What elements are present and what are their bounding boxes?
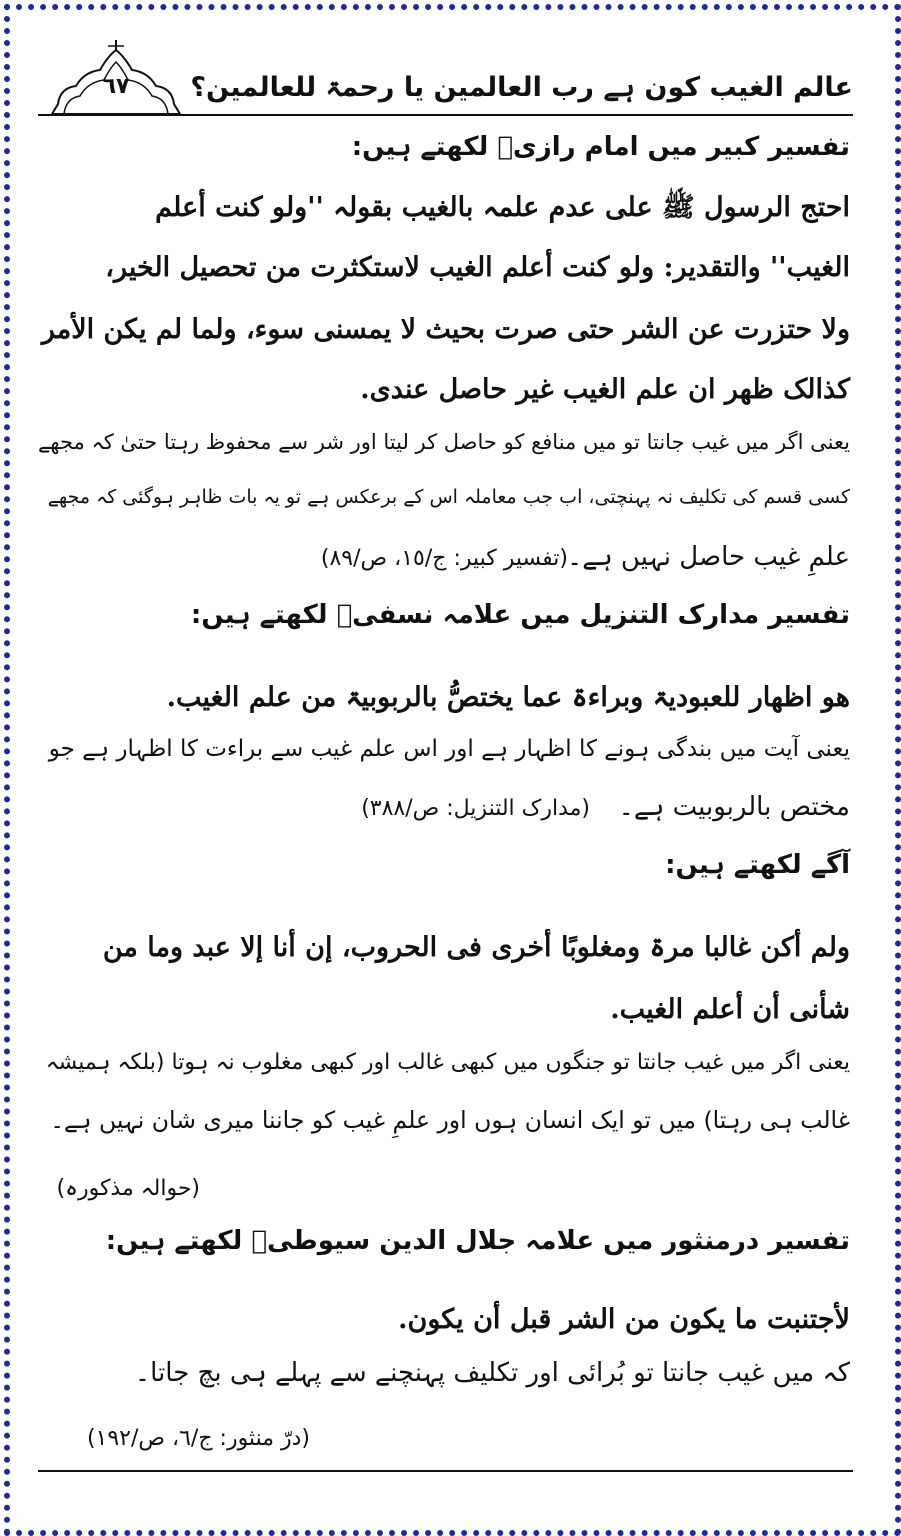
citation-reference: (حوالہ مذکورہ)	[56, 1176, 200, 1201]
citation-reference: (مدارک التنزیل: ص/٣٨٨)	[361, 796, 590, 821]
arabic-quote-line: ھو اظھار للعبودیۃ وبراءۃ عما یختصُّ بالربوبیۃ من علم الغیب.	[166, 682, 850, 713]
page-number-badge	[50, 40, 182, 112]
arabic-quote-line: لأجتنبت ما یکون من الشر قبل أن یکون.	[398, 1304, 850, 1335]
urdu-translation-line: یعنی اگر میں غیب جانتا تو جنگوں میں کبھی غالب اور کبھی مغلوب نہ ہوتا (بلکہ ہمیشہ	[45, 1050, 850, 1075]
citation-reference: (تفسیر کبیر: ج/١٥، ص/٨٩)	[320, 546, 568, 571]
urdu-translation-line: کسی قسم کی تکلیف نہ پہنچتی، اب جب معاملہ اس کے برعکس ہے تو یہ بات ظاہر ہوگئی کہ مجھے	[47, 486, 850, 508]
arabic-quote-line: ولا حتزرت عن الشر حتی صرت بحیث لا یمسنی سوء، ولما لم یکن الأمر	[41, 314, 850, 345]
page-number: ٦٧	[102, 74, 130, 99]
citation-reference: (درّ منثور: ج/٦، ص/١٩٢)	[86, 1426, 310, 1451]
urdu-translation-line: غالب ہی رہتا) میں تو ایک انسان ہوں اور علمِ غیب کو جاننا میری شان نہیں ہے۔	[50, 1106, 850, 1134]
section-heading-tafsir-kabir: تفسیر کبیر میں امام رازیؒ لکھتے ہیں:	[351, 132, 850, 162]
arabic-quote-line: ولم أکن غالبا مرۃ ومغلوبًا أخری فی الحروب، إن أنا إلا عبد وما من	[102, 932, 850, 963]
urdu-translation-line: مختص بالربوبیت ہے۔	[618, 792, 850, 822]
book-page	[38, 30, 853, 1480]
urdu-translation-line: یعنی اگر میں غیب جانتا تو میں منافع کو حاصل کر لیتا اور شر سے محفوظ رہتا حتیٰ کہ مجھے	[37, 430, 850, 454]
urdu-translation-line: علمِ غیب حاصل نہیں ہے۔	[566, 542, 850, 572]
page-header	[38, 30, 853, 110]
arabic-quote-line: کذالک ظھر ان علم الغیب غیر حاصل عندی.	[360, 374, 850, 405]
running-title: عالم الغیب کون ہے رب العالمین یا رحمۃ للعالمین؟	[190, 72, 853, 103]
urdu-translation-line: کہ میں غیب جانتا تو بُرائی اور تکلیف پہنچنے سے پہلے ہی بچ جاتا۔	[134, 1358, 850, 1388]
arabic-quote-line: الغیب'' والتقدیر: ولو کنت أعلم الغیب لاستکثرت من تحصیل الخیر،	[105, 252, 850, 283]
section-heading-durr-manthur: تفسیر درمنثور میں علامہ جلال الدین سیوطیؒ لکھتے ہیں:	[105, 1226, 850, 1256]
arabic-quote-line: احتج الرسول ﷺ علی عدم علمہ بالغیب بقولہ ''ولو کنت أعلم	[155, 192, 850, 223]
footer-divider	[38, 1470, 853, 1472]
section-heading-continued: آگے لکھتے ہیں:	[665, 850, 850, 880]
arabic-quote-line: شأنی أن أعلم الغیب.	[610, 994, 850, 1025]
urdu-translation-line: یعنی آیت میں بندگی ہونے کا اظہار ہے اور اس علم غیب سے براءت کا اظہار ہے جو	[48, 736, 850, 762]
section-heading-madarik: تفسیر مدارک التنزیل میں علامہ نسفیؒ لکھتے ہیں:	[190, 600, 850, 630]
header-divider	[38, 114, 853, 116]
